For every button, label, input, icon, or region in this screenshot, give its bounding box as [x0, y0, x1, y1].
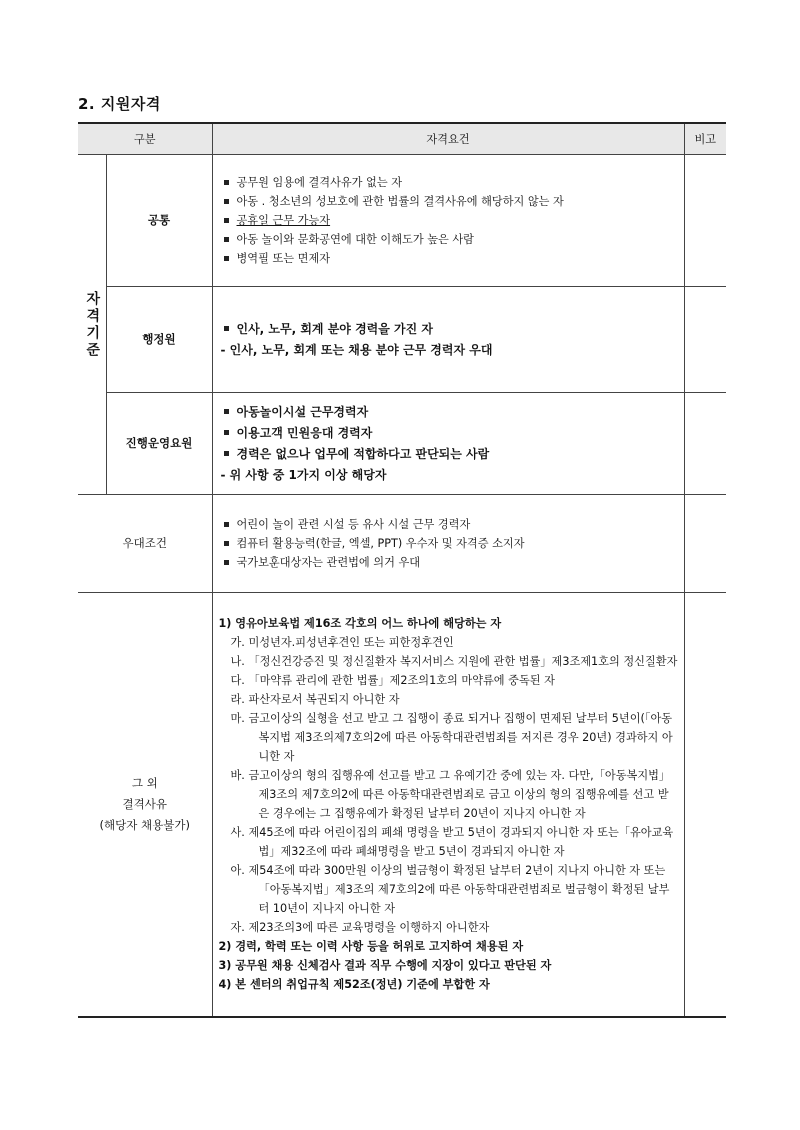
list-item: 바. 금고이상의 형의 집행유예 선고를 받고 그 유예기간 중에 있는 자. 다만,「아동복지법」제3조의 제7호의2에 따른 아동학대관련범죄로 금고 이상의 형의 집행유예를 선고 받은 경우에는 그 집행유예가 확정된 날부터 20년이 지나지 아니한 자	[230, 769, 671, 821]
table-row	[78, 393, 726, 495]
table-row	[78, 593, 726, 1017]
table-row	[78, 155, 726, 287]
remarks-cell	[684, 155, 726, 287]
header-requirements: 자격요건	[212, 123, 684, 155]
list-item: 경력은 없으나 업무에 적합하다고 판단되는 사람	[221, 444, 678, 465]
requirements-exclusion	[212, 593, 684, 1017]
requirements-common	[212, 155, 684, 287]
table-row	[78, 287, 726, 393]
exclusion-heading: 1) 영유아보육법 제16조 각호의 어느 하나에 해당하는 자	[218, 617, 502, 631]
requirements-preference	[212, 495, 684, 593]
list-item: 라. 파산자로서 복권되지 아니한 자	[230, 693, 400, 707]
list-item: 자. 제23조의3에 따른 교육명령을 이행하지 아니한자	[230, 921, 490, 935]
row-label-common: 공통	[106, 155, 212, 287]
exclusion-label-line: (해당자 채용불가)	[99, 817, 190, 832]
remarks-cell	[684, 393, 726, 495]
requirements-admin	[212, 287, 684, 393]
table-row	[78, 495, 726, 593]
exclusion-label-line: 결격사유	[122, 796, 167, 811]
list-item: 국가보훈대상자는 관련법에 의거 우대	[221, 553, 678, 572]
row-label-preference: 우대조건	[78, 495, 212, 593]
exclusion-heading: 3) 공무원 채용 신체검사 결과 직무 수행에 지장이 있다고 판단된 자	[218, 959, 552, 973]
exclusion-label-line: 그 외	[131, 775, 158, 790]
list-item: 공무원 임용에 결격사유가 없는 자	[221, 173, 678, 192]
requirements-operation-staff	[212, 393, 684, 495]
section-title: 2. 지원자격	[78, 95, 161, 113]
row-label-admin: 행정원	[106, 287, 212, 393]
remarks-cell	[684, 593, 726, 1017]
list-item: 사. 제45조에 따라 어린이집의 폐쇄 명령을 받고 5년이 경과되지 아니한 자 또는「유아교육법」제32조에 따라 폐쇄명령을 받고 5년이 경과되지 아니한 자	[230, 826, 674, 859]
exclusion-heading: 2) 경력, 학력 또는 이력 사항 등을 허위로 고지하여 채용된 자	[218, 940, 524, 954]
list-item: 아동 놀이와 문화공연에 대한 이해도가 높은 사람	[221, 230, 678, 249]
list-item: 컴퓨터 활용능력(한글, 엑셀, PPT) 우수자 및 자격증 소지자	[221, 534, 678, 553]
list-item: 가. 미성년자.피성년후견인 또는 피한정후견인	[230, 636, 454, 650]
row-note: - 위 사항 중 1가지 이상 해당자	[220, 467, 387, 482]
qualification-table	[78, 122, 726, 1018]
remarks-cell	[684, 287, 726, 393]
list-item: 아. 제54조에 따라 300만원 이상의 벌금형이 확정된 날부터 2년이 지나지 아니한 자 또는「아동복지법」제3조의 제7호의2에 따른 아동학대관련범죄로 벌금형이 확정된 날부터 10년이 지나지 아니한 자	[230, 864, 670, 916]
row-note: - 인사, 노무, 회계 또는 채용 분야 근무 경력자 우대	[220, 342, 493, 357]
remarks-cell	[684, 495, 726, 593]
row-label-operation-staff: 진행운영요원	[106, 393, 212, 495]
list-item: 공휴일 근무 가능자	[221, 211, 678, 230]
list-item: 아동놀이시설 근무경력자	[221, 402, 678, 423]
category-label: 자격기준	[78, 155, 106, 495]
list-item: 마. 금고이상의 실형을 선고 받고 그 집행이 종료 되거나 집행이 면제된 날부터 5년이(「아동복지법 제3조의제7호의2에 따른 아동학대관련범죄를 저지른 경우 20년) 경과하지 아니한 자	[230, 712, 673, 764]
list-item: 이용고객 민원응대 경력자	[221, 423, 678, 444]
list-item: 아동 . 청소년의 성보호에 관한 법률의 결격사유에 해당하지 않는 자	[221, 192, 678, 211]
exclusion-heading: 4) 본 센터의 취업규칙 제52조(정년) 기준에 부합한 자	[218, 978, 490, 992]
list-item: 어린이 놀이 관련 시설 등 유사 시설 근무 경력자	[221, 515, 678, 534]
list-item: 나. 「정신건강증진 및 정신질환자 복지서비스 지원에 관한 법률」제3조제1호의 정신질환자	[230, 655, 678, 669]
list-item: 인사, 노무, 회계 분야 경력을 가진 자	[221, 319, 678, 340]
list-item: 다. 「마약류 관리에 관한 법률」제2조의1호의 마약류에 중독된 자	[230, 674, 555, 688]
table-header-row	[78, 123, 726, 155]
row-label-exclusion	[78, 593, 212, 1017]
header-remarks: 비고	[684, 123, 726, 155]
header-category: 구분	[78, 123, 212, 155]
list-item: 병역필 또는 면제자	[221, 249, 678, 268]
